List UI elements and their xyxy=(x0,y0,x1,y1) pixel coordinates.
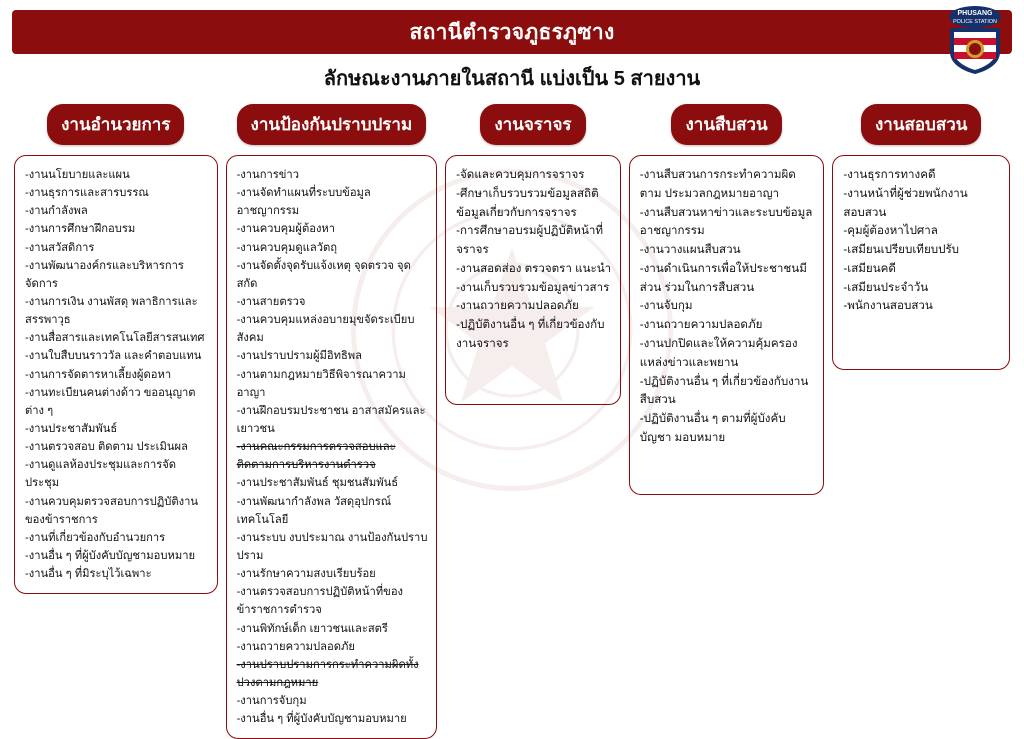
list-item: -งานปราบปรามผู้มีอิทธิพล xyxy=(236,350,363,363)
list-item: -งานควบคุมดูแลวัตถุ xyxy=(236,241,338,254)
list-item: -งานสวัสดิการ xyxy=(25,241,95,254)
list-item: -ปฏิบัติงานอื่น ๆ ที่เกี่ยวข้องกับงาน สืบสวน xyxy=(639,374,809,407)
list-item: -งานรักษาความสงบเรียบร้อย xyxy=(236,568,376,581)
list-item: -งานการเงิน งานพัสดุ พลาธิการและ สรรพาวุธ xyxy=(25,295,198,327)
list-item: -งานปกปิดและให้ความคุ้มครอง แหล่งข่าวและพยาน xyxy=(639,337,798,369)
list-item: -งานดำเนินการเพื่อให้ประชาชนมีส่วน ร่วมในการสืบสวน xyxy=(639,261,807,294)
page-title: สถานีตำรวจภูธรภูซาง xyxy=(409,20,615,44)
column-crime-prevention xyxy=(226,104,438,739)
page-subtitle: ลักษณะงานภายในสถานี แบ่งเป็น 5 สายงาน xyxy=(323,68,701,90)
column-title-inquiry: งานสอบสวน xyxy=(861,104,981,145)
list-item: -งานการข่าว xyxy=(236,169,299,181)
list-item: -เสมียนคดี xyxy=(843,261,896,275)
list-item: -งานการศึกษาฝึกอบรม xyxy=(25,223,136,236)
list-item: -งานฝึกอบรมประชาชน อาสาสมัครและเยาวชน xyxy=(236,404,426,435)
list-item: -งานตรวจสอบ ติดตาม ประเมินผล xyxy=(25,441,188,454)
column-inquiry xyxy=(832,104,1010,370)
column-title-investigation: งานสืบสวน xyxy=(671,104,781,145)
list-item: -งานจับกุม xyxy=(639,299,693,313)
list-item: -ปฏิบัติงานอื่น ๆ ที่เกี่ยวข้องกับ งานจราจร xyxy=(456,318,605,351)
list-item: -งานคณะกรรมการตรวจสอบและติดตามการบริหารงานตำรวจ xyxy=(236,441,396,472)
list-item: -งานปราบปรามการกระทำความผิดทั้งปวงตามกฎหมาย xyxy=(236,658,419,689)
column-items-administration xyxy=(14,155,218,594)
list-item: -งานหน้าที่ผู้ช่วยพนักงาน สอบสวน xyxy=(843,186,968,219)
list-item: -ปฏิบัติงานอื่น ๆ ตามที่ผู้บังคับบัญชา มอบหมาย xyxy=(639,412,786,444)
list-item: -งานสอดส่อง ตรวจตรา แนะนำ xyxy=(456,261,612,275)
list-item: -เสมียนประจำวัน xyxy=(843,280,929,294)
column-title-administration: งานอำนวยการ xyxy=(47,104,184,145)
list-item: -งานจัดตั้งจุดรับแจ้งเหตุ จุดตรวจ จุดสกัด xyxy=(236,259,411,290)
column-administration xyxy=(14,104,218,594)
svg-text:POLICE STATION: POLICE STATION xyxy=(953,19,997,25)
list-item: -งานการจับกุม xyxy=(236,695,307,708)
list-item: -จัดและควบคุมการจราจร xyxy=(456,168,585,181)
list-item: -งานประชาสัมพันธ์ xyxy=(25,422,118,435)
list-item: -งานอื่น ๆ ที่มิระบุไว้เฉพาะ xyxy=(25,568,152,581)
list-item: -งานสายตรวจ xyxy=(236,295,306,308)
column-title-traffic: งานจราจร xyxy=(480,104,585,145)
list-item: -งานเก็บรวบรวมข้อมูลข่าวสาร xyxy=(456,280,610,294)
column-traffic xyxy=(445,104,621,405)
list-item: -งานดูแลห้องประชุมและการจัดประชุม xyxy=(25,459,177,490)
work-branch-columns xyxy=(14,104,1010,739)
list-item: -การศึกษาอบรมผู้ปฏิบัติหน้าที่ จราจร xyxy=(456,224,604,257)
list-item: -เสมียนเปรียบเทียบปรับ xyxy=(843,243,960,257)
list-item: -คุมผู้ต้องหาไปศาล xyxy=(843,224,938,238)
list-item: -งานพิทักษ์เด็ก เยาวชนและสตรี xyxy=(236,622,388,635)
list-item: -งานควบคุมแหล่งอบายมุขจัดระเบียบสังคม xyxy=(236,314,415,345)
list-item: -งานตามกฎหมายวิธีพิจารณาความอาญา xyxy=(236,368,406,399)
list-item: -งานธุรการและสารบรรณ xyxy=(25,187,149,200)
list-item: -งานควบคุมผู้ต้องหา xyxy=(236,223,336,236)
list-item: -งานพัฒนากำลังพล วัสดุอุปกรณ์ เทคโนโลยี xyxy=(236,495,392,526)
list-item: -งานระบบ งบประมาณ งานป้องกันปราบปราม xyxy=(236,531,428,562)
list-item: -งานวางแผนสืบสวน xyxy=(639,243,741,257)
column-items-crime-prevention xyxy=(226,155,438,739)
list-item: -งานใบสืบบนราววัล และคำตอบแทน xyxy=(25,350,202,363)
list-item: -งานการจัดตารหาเลี้ยงผู้ดอหา xyxy=(25,368,172,381)
list-item: -งานนโยบายและแผน xyxy=(25,169,130,181)
list-item: -งานที่เกี่ยวข้องกับอำนวยการ xyxy=(25,531,166,544)
list-item: -งานอื่น ๆ ที่ผู้บังคับบัญชามอบหมาย xyxy=(236,713,407,726)
list-item: -งานถวายความปลอดภัย xyxy=(456,299,579,313)
column-items-investigation xyxy=(629,155,825,495)
list-item: -งานธุรการทางคดี xyxy=(843,168,936,181)
list-item: -งานสืบสวนหาข่าวและระบบข้อมูล อาชญากรรม xyxy=(639,205,813,238)
list-item: -งานสืบสวนการกระทำความผิดตาม ประมวลกฎหมายอาญา xyxy=(639,168,796,200)
list-item: -พนักงานสอบสวน xyxy=(843,299,933,313)
column-title-crime-prevention: งานป้องกันปราบปราม xyxy=(237,104,427,145)
column-items-traffic xyxy=(445,155,621,405)
list-item: -งานประชาสัมพันธ์ ชุมชนสัมพันธ์ xyxy=(236,477,399,490)
column-items-inquiry xyxy=(832,155,1010,370)
svg-text:PHUSANG: PHUSANG xyxy=(957,10,993,17)
list-item: -งานควบคุมตรวจสอบการปฏิบัติงาน ของข้าราชการ xyxy=(25,495,199,526)
list-item: -งานพัฒนาองค์กรและบริหารการจัดการ xyxy=(25,259,184,290)
list-item: -งานจัดทำแผนที่ระบบข้อมูลอาชญากรรม xyxy=(236,187,371,218)
list-item: -ศึกษาเก็บรวบรวมข้อมูลสถิติ ข้อมูลเกี่ยวกับการจราจร xyxy=(456,186,599,219)
page-header-bar xyxy=(12,10,1012,54)
column-investigation xyxy=(629,104,825,495)
list-item: -งานถวายความปลอดภัย xyxy=(639,318,763,332)
list-item: -งานสื่อสารและเทคโนโลยีสารสนเทศ xyxy=(25,332,205,345)
list-item: -งานทะเบียนคนต่างด้าว ขออนุญาตต่าง ๆ xyxy=(25,386,196,417)
list-item: -งานอื่น ๆ ที่ผู้บังคับบัญชามอบหมาย xyxy=(25,549,196,562)
list-item: -งานตรวจสอบการปฏิบัติหน้าที่ของข้าราชการตำรวจ xyxy=(236,586,404,617)
list-item: -งานกำลังพล xyxy=(25,205,88,218)
list-item: -งานถวายความปลอดภัย xyxy=(236,640,355,653)
